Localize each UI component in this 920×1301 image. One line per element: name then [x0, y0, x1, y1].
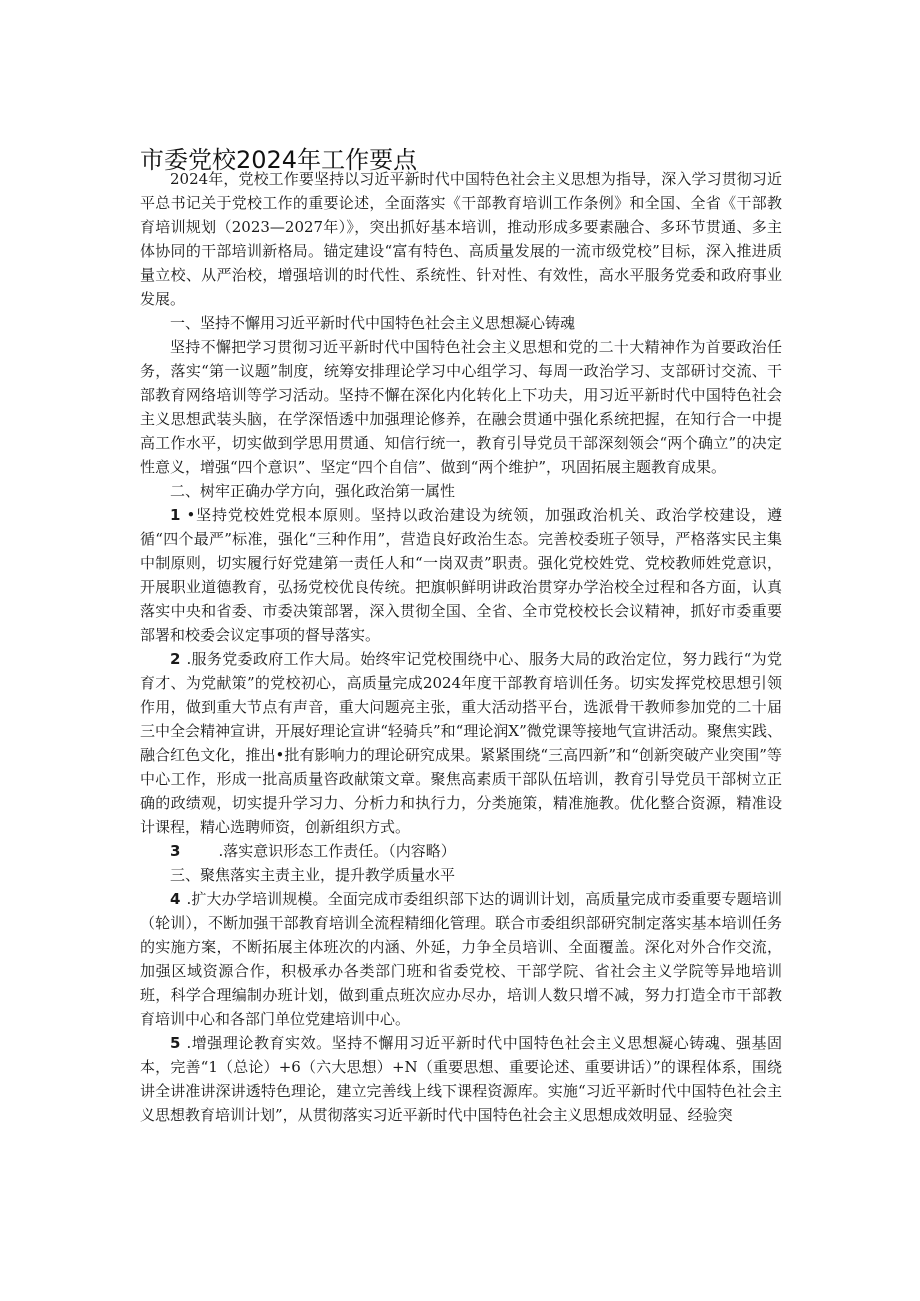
- section-1-paragraph: 坚持不懈把学习贯彻习近平新时代中国特色社会主义思想和党的二十大精神作为首要政治任务，落实“第一议题”制度，统筹安排理论学习中心组学习、每周一政治学习、支部研讨交流、干部教育网络培训等学习活动。坚持不懈在深化内化转化上下功夫，用习近平新时代中国特色社会主义思想武装头脑，在学深悟透中加强理论修养，在融会贯通中强化系统把握，在知行合一中提高工作水平，切实做到学思用贯通、知信行统一，教育引导党员干部深刻领会“两个确立”的决定性意义，增强“四个意识”、坚定“四个自信”、做到“两个维护”，巩固拓展主题教育成果。: [140, 338, 782, 476]
- item-2-paragraph: 2 .服务党委政府工作大局。始终牢记党校围绕中心、服务大局的政治定位，努力践行“为党育才、为党献策”的党校初心，高质量完成2024年度干部教育培训任务。切实发挥党校思想引领作用，做到重大节点有声音，重大问题亮主张，重大活动搭平台，选派骨干教师参加党的二十届三中全会精神宣讲，开展好理论宣讲“轻骑兵”和“理论润X”微党课等接地气宣讲活动。聚焦实践、融合红色文化，推出•批有影响力的理论研究成果。紧紧围绕“三高四新”和“创新突破产业突围”等中心工作，形成一批高质量咨政献策文章。聚焦高素质干部队伍培训，教育引导党员干部树立正确的政绩观，切实提升学习力、分析力和执行力，分类施策，精准施教。优化整合资源，精准设计课程，精心选聘师资，创新组织方式。: [140, 650, 782, 836]
- item-number: 5: [170, 1034, 181, 1052]
- intro-paragraph: 2024年，党校工作要坚持以习近平新时代中国特色社会主义思想为指导，深入学习贯彻习近平总书记关于党校工作的重要论述，全面落实《干部教育培训工作条例》和全国、全省《干部教育培训规划（2023—2027年）》，突出抓好基本培训，推动形成多要素融合、多环节贯通、多主体协同的干部培训新格局。锚定建设“富有特色、高质量发展的一流市级党校”目标，深入推进质量立校、从严治校，增强培训的时代性、系统性、针对性、有效性，高水平服务党委和政府事业发展。: [140, 170, 782, 308]
- section-heading-2: 二、树牢正确办学方向，强化政治第一属性: [170, 482, 456, 500]
- item-3-paragraph: 3 .落实意识形态工作责任。（内容略）: [170, 842, 456, 860]
- document-title: 市委党校2024年工作要点: [140, 146, 418, 174]
- item-number: 2: [170, 650, 181, 668]
- item-number: 1: [170, 506, 181, 524]
- item-1-paragraph: 1 •坚持党校姓党根本原则。坚持以政治建设为统领，加强政治机关、政治学校建设，遵循“四个最严”标准，强化“三种作用”，营造良好政治生态。完善校委班子领导，严格落实民主集中制原则，切实履行好党建第一责任人和“一岗双责”职责。强化党校姓党、党校教师姓党意识，开展职业道德教育，弘扬党校优良传统。把旗帜鲜明讲政治贯穿办学治校全过程和各方面，认真落实中央和省委、市委决策部署，深入贯彻全国、全省、全市党校校长会议精神，抓好市委重要部署和校委会议定事项的督导落实。: [140, 506, 782, 644]
- item-number: 4: [170, 890, 181, 908]
- item-5-paragraph: 5 .增强理论教育实效。坚持不懈用习近平新时代中国特色社会主义思想凝心铸魂、强基固本，完善“1（总论）+6（六大思想）+N（重要思想、重要论述、重要讲话）”的课程体系，围绕讲全讲准讲深讲透特色理论，建立完善线上线下课程资源库。实施“习近平新时代中国特色社会主义思想教育培训计划”，从贯彻落实习近平新时代中国特色社会主义思想成效明显、经验突: [140, 1034, 782, 1124]
- document-body: [140, 167, 782, 1127]
- section-heading-1: 一、坚持不懈用习近平新时代中国特色社会主义思想凝心铸魂: [170, 314, 576, 332]
- item-4-paragraph: 4 .扩大办学培训规模。全面完成市委组织部下达的调训计划，高质量完成市委重要专题培训（轮训），不断加强干部教育培训全流程精细化管理。联合市委组织部研究制定落实基本培训任务的实施方案，不断拓展主体班次的内涵、外延，力争全员培训、全面覆盖。深化对外合作交流，加强区域资源合作，积极承办各类部门班和省委党校、干部学院、省社会主义学院等异地培训班，科学合理编制办班计划，做到重点班次应办尽办，培训人数只增不减，努力打造全市干部教育培训中心和各部门单位党建培训中心。: [140, 890, 782, 1028]
- section-heading-3: 三、聚焦落实主责主业，提升教学质量水平: [170, 866, 456, 884]
- item-number: 3: [170, 842, 181, 860]
